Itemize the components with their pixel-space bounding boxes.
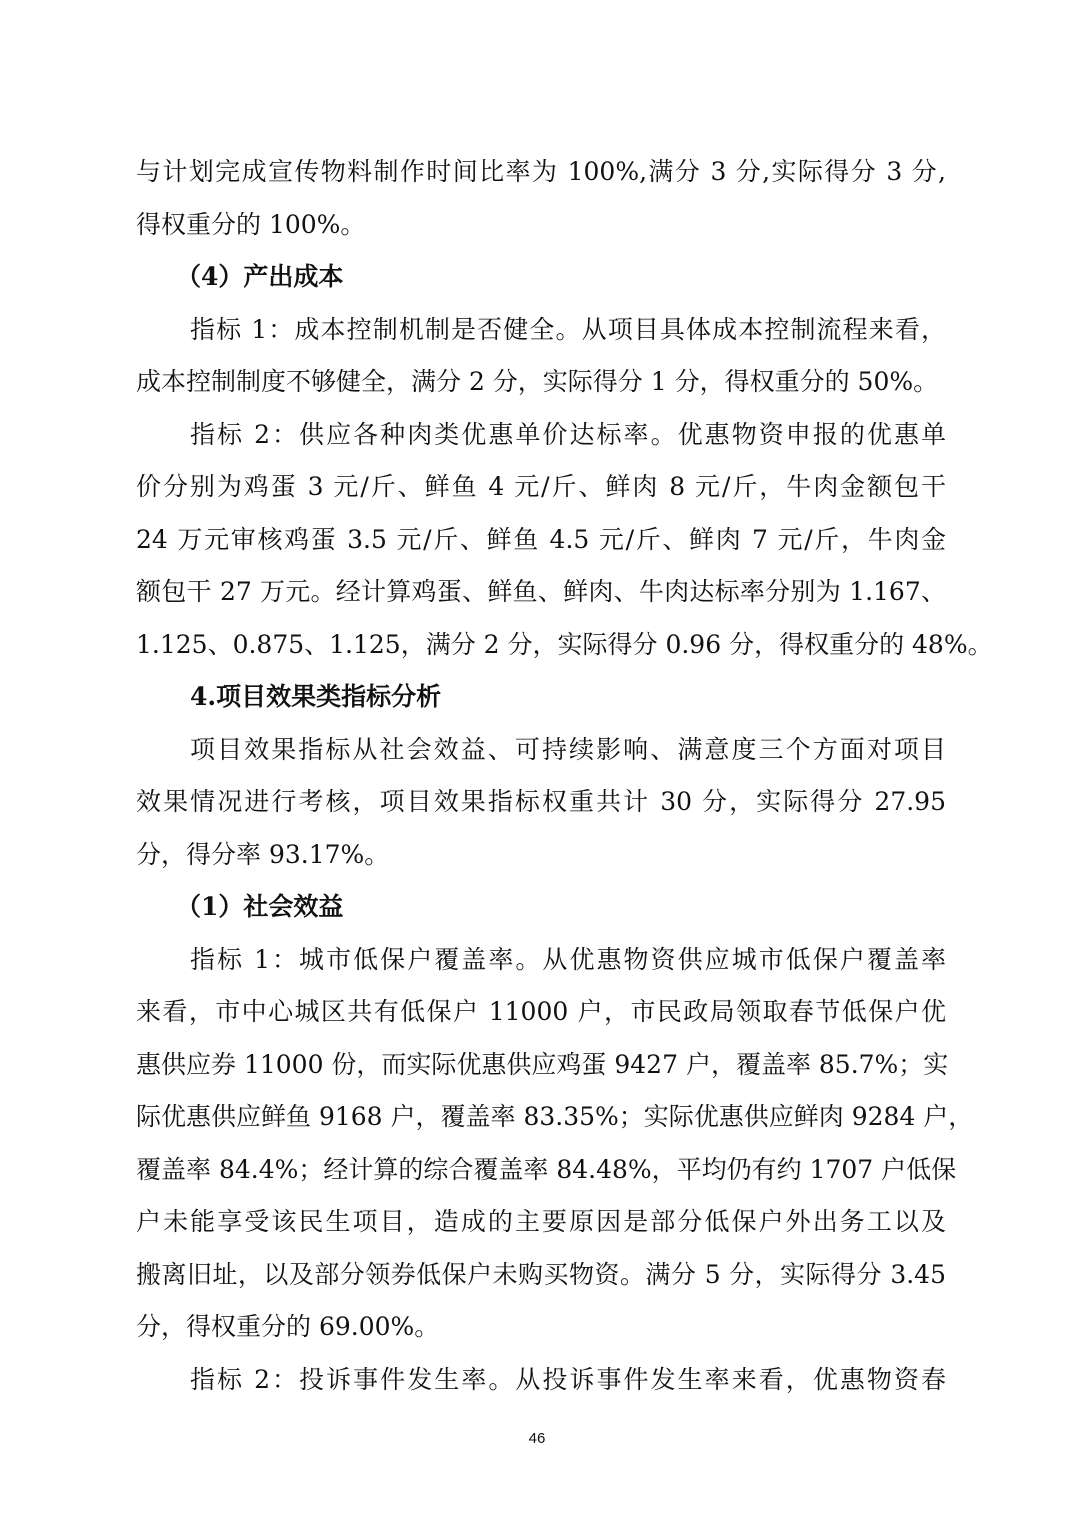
paragraph-line: 户未能享受该民生项目，造成的主要原因是部分低保户外出务工以及 <box>136 1207 946 1236</box>
paragraph-line: 际优惠供应鲜鱼 9168 户，覆盖率 83.35%；实际优惠供应鲜肉 9284 户， <box>136 1102 974 1131</box>
paragraph-line: 价分别为鸡蛋 3 元/斤、鲜鱼 4 元/斤、鲜肉 8 元/斤，牛肉金额包干 <box>136 472 946 501</box>
paragraph-line: 24 万元审核鸡蛋 3.5 元/斤、鲜鱼 4.5 元/斤、鲜肉 7 元/斤，牛肉金 <box>136 524 946 554</box>
paragraph-line: 搬离旧址，以及部分领券低保户未购买物资。满分 5 分，实际得分 3.45 <box>136 1259 946 1289</box>
paragraph-line: 分，得分率 93.17%。 <box>136 839 390 869</box>
paragraph-line: 指标 2：投诉事件发生率。从投诉事件发生率来看，优惠物资春 <box>190 1364 946 1394</box>
paragraph-line: 1.125、0.875、1.125，满分 2 分，实际得分 0.96 分，得权重分的 48%。 <box>136 629 993 659</box>
document-body <box>136 146 993 1406</box>
paragraph-line: 指标 1：成本控制机制是否健全。从项目具体成本控制流程来看， <box>190 314 946 344</box>
paragraph-line: 成本控制制度不够健全，满分 2 分，实际得分 1 分，得权重分的 50%。 <box>136 367 939 396</box>
paragraph-line: 项目效果指标从社会效益、可持续影响、满意度三个方面对项目 <box>190 734 946 764</box>
paragraph-line: 效果情况进行考核，项目效果指标权重共计 30 分，实际得分 27.95 <box>136 787 946 816</box>
paragraph-line: 来看，市中心城区共有低保户 11000 户，市民政局领取春节低保户优 <box>136 997 946 1026</box>
paragraph-line: 覆盖率 84.4%；经计算的综合覆盖率 84.48%，平均仍有约 1707 户低保 <box>136 1154 957 1184</box>
paragraph-line: 得权重分的 100%。 <box>136 209 366 239</box>
section-heading: 4.项目效果类指标分析 <box>190 682 442 711</box>
page-number: 46 <box>528 1430 546 1447</box>
paragraph-line: 惠供应券 11000 份，而实际优惠供应鸡蛋 9427 户，覆盖率 85.7%；实 <box>136 1049 949 1079</box>
section-subheading: （4）产出成本 <box>176 262 344 291</box>
paragraph-line: 指标 2：供应各种肉类优惠单价达标率。优惠物资申报的优惠单 <box>190 419 946 449</box>
section-subheading: （1）社会效益 <box>176 892 344 921</box>
paragraph-line: 分，得权重分的 69.00%。 <box>136 1312 440 1341</box>
paragraph-line: 指标 1：城市低保户覆盖率。从优惠物资供应城市低保户覆盖率 <box>190 944 946 974</box>
paragraph-line: 与计划完成宣传物料制作时间比率为 100%,满分 3 分,实际得分 3 分, <box>136 157 946 186</box>
paragraph-line: 额包干 27 万元。经计算鸡蛋、鲜鱼、鲜肉、牛肉达标率分别为 1.167、 <box>136 577 946 606</box>
